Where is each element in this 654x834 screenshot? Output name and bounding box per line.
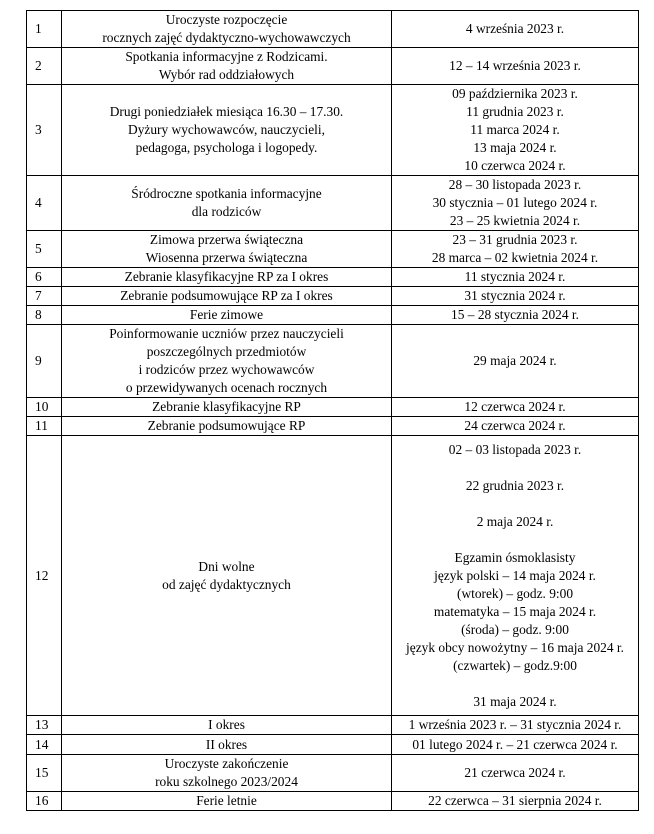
- date-cell: [392, 716, 639, 735]
- event-cell: [62, 735, 392, 755]
- row-number: 15: [27, 755, 62, 792]
- table-row: [27, 398, 639, 417]
- table-row: [27, 716, 639, 735]
- event-text: o przewidywanych ocenach rocznych: [125, 380, 328, 395]
- event-cell: [62, 306, 392, 325]
- date-text: (środa) – godz. 9:00: [461, 621, 569, 637]
- date-cell: [392, 85, 639, 176]
- event-cell: [62, 755, 392, 792]
- row-number: 9: [27, 325, 62, 398]
- date-text: 15 – 28 stycznia 2024 r.: [451, 307, 579, 322]
- date-text: 22 grudnia 2023 r.: [465, 477, 565, 493]
- event-text: Drugi poniedziałek miesiąca 16.30 – 17.30.: [109, 104, 344, 119]
- date-text: 31 maja 2024 r.: [473, 693, 557, 709]
- date-text: 22 czerwca – 31 sierpnia 2024 r.: [428, 793, 602, 808]
- table-row: [27, 176, 639, 231]
- event-cell: [62, 436, 392, 716]
- date-text: 10 czerwca 2024 r.: [464, 158, 566, 173]
- date-text: [394, 675, 636, 693]
- event-text: Spotkania informacyjne z Rodzicami.: [125, 49, 328, 64]
- date-cell: [392, 176, 639, 231]
- date-cell: [392, 436, 639, 716]
- event-cell: [62, 398, 392, 417]
- event-text: i rodziców przez wychowawców: [138, 362, 315, 377]
- event-text: Zebranie klasyfikacyjne RP: [152, 399, 301, 414]
- date-text: Egzamin ósmoklasisty: [454, 549, 576, 565]
- event-cell: [62, 716, 392, 735]
- date-cell: [392, 231, 639, 268]
- table-row: [27, 268, 639, 287]
- row-number: 10: [27, 398, 62, 417]
- date-text: matematyka – 15 maja 2024 r.: [433, 603, 597, 619]
- event-text: Wybór rad oddziałowych: [158, 67, 295, 82]
- event-text: Poinformowanie uczniów przez nauczycieli: [109, 326, 344, 341]
- table-row: [27, 306, 639, 325]
- row-number: 16: [27, 792, 62, 811]
- date-cell: [392, 735, 639, 755]
- row-number: 13: [27, 716, 62, 735]
- row-number: 7: [27, 287, 62, 306]
- date-text: język obcy nowożytny – 16 maja 2024 r.: [406, 639, 624, 655]
- date-text: 28 – 30 listopada 2023 r.: [448, 177, 582, 192]
- date-text: 12 – 14 września 2023 r.: [449, 58, 581, 73]
- date-cell: [392, 325, 639, 398]
- date-text: 13 maja 2024 r.: [473, 140, 557, 155]
- table-row: [27, 792, 639, 811]
- date-text: 12 czerwca 2024 r.: [464, 399, 566, 414]
- date-text: 28 marca – 02 kwietnia 2024 r.: [431, 250, 599, 265]
- date-text: 30 stycznia – 01 lutego 2024 r.: [432, 195, 598, 210]
- table-row: [27, 287, 639, 306]
- event-text: Wiosenna przerwa świąteczna: [145, 250, 308, 265]
- date-text: (czwartek) – godz.9:00: [453, 657, 577, 673]
- table-row: [27, 755, 639, 792]
- row-number: 4: [27, 176, 62, 231]
- event-text: Ferie letnie: [196, 793, 257, 808]
- table-row: [27, 85, 639, 176]
- event-text: poszczególnych przedmiotów: [146, 344, 307, 359]
- event-cell: [62, 287, 392, 306]
- event-cell: [62, 176, 392, 231]
- event-text: rocznych zajęć dydaktyczno-wychowawczych: [102, 30, 351, 45]
- event-cell: [62, 792, 392, 811]
- date-cell: [392, 268, 639, 287]
- event-cell: [62, 268, 392, 287]
- row-number: 6: [27, 268, 62, 287]
- event-cell: [62, 11, 392, 48]
- row-number: 8: [27, 306, 62, 325]
- table-body: [27, 11, 639, 811]
- event-text: I okres: [208, 717, 245, 732]
- date-text: [394, 459, 636, 477]
- event-cell: [62, 417, 392, 436]
- event-text: Śródroczne spotkania informacyjne: [131, 186, 322, 201]
- date-text: 2 maja 2024 r.: [476, 513, 554, 529]
- date-cell: [392, 398, 639, 417]
- date-cell: [392, 11, 639, 48]
- table-row: [27, 231, 639, 268]
- event-text: Zebranie podsumowujące RP za I okres: [120, 288, 333, 303]
- date-text: język polski – 14 maja 2024 r.: [434, 567, 596, 583]
- event-text: II okres: [205, 736, 248, 752]
- row-number: 2: [27, 48, 62, 85]
- row-number: 14: [27, 735, 62, 755]
- table-row: [27, 11, 639, 48]
- date-text: 23 – 25 kwietnia 2024 r.: [449, 213, 581, 228]
- date-text: (wtorek) – godz. 9:00: [456, 585, 574, 601]
- event-text: dla rodziców: [191, 204, 262, 219]
- date-text: 11 stycznia 2024 r.: [464, 269, 566, 284]
- row-number: 1: [27, 11, 62, 48]
- table-row: [27, 48, 639, 85]
- date-text: 23 – 31 grudnia 2023 r.: [452, 232, 578, 247]
- date-cell: [392, 306, 639, 325]
- event-text: od zajęć dydaktycznych: [162, 576, 291, 592]
- date-text: 11 grudnia 2023 r.: [466, 104, 564, 119]
- row-number: 5: [27, 231, 62, 268]
- table-row: [27, 735, 639, 755]
- date-text: 31 stycznia 2024 r.: [464, 288, 566, 303]
- date-cell: [392, 792, 639, 811]
- row-number: 12: [27, 436, 62, 716]
- event-text: Zimowa przerwa świąteczna: [149, 232, 304, 247]
- event-text: Uroczyste rozpoczęcie: [165, 12, 288, 27]
- date-cell: [392, 755, 639, 792]
- date-text: 09 października 2023 r.: [452, 86, 578, 101]
- date-text: 01 lutego 2024 r. – 21 czerwca 2024 r.: [412, 736, 618, 752]
- school-calendar-table: [26, 10, 639, 811]
- event-cell: [62, 231, 392, 268]
- date-text: 29 maja 2024 r.: [473, 353, 557, 368]
- date-text: 1 września 2023 r. – 31 stycznia 2024 r.: [408, 717, 622, 732]
- date-text: 4 września 2023 r.: [465, 21, 565, 36]
- date-text: [394, 495, 636, 513]
- row-number: 3: [27, 85, 62, 176]
- event-text: roku szkolnego 2023/2024: [155, 774, 298, 789]
- date-text: 21 czerwca 2024 r.: [464, 765, 566, 780]
- row-number: 11: [27, 417, 62, 436]
- date-cell: [392, 417, 639, 436]
- event-text: Dyżury wychowawców, nauczycieli,: [128, 122, 325, 137]
- event-text: Uroczyste zakończenie: [164, 756, 289, 771]
- date-text: 24 czerwca 2024 r.: [464, 418, 566, 433]
- date-cell: [392, 287, 639, 306]
- event-cell: [62, 48, 392, 85]
- event-text: Ferie zimowe: [189, 307, 264, 322]
- date-text: [394, 531, 636, 549]
- table-row: [27, 325, 639, 398]
- event-text: pedagoga, psychologa i logopedy.: [135, 140, 318, 155]
- table-row: [27, 417, 639, 436]
- event-cell: [62, 325, 392, 398]
- event-text: Zebranie klasyfikacyjne RP za I okres: [124, 269, 329, 284]
- event-text: Dni wolne: [198, 558, 255, 574]
- event-text: Zebranie podsumowujące RP: [147, 418, 306, 433]
- date-text: 11 marca 2024 r.: [470, 122, 560, 137]
- date-cell: [392, 48, 639, 85]
- table-row: [27, 436, 639, 716]
- date-text: 02 – 03 listopada 2023 r.: [448, 441, 582, 457]
- event-cell: [62, 85, 392, 176]
